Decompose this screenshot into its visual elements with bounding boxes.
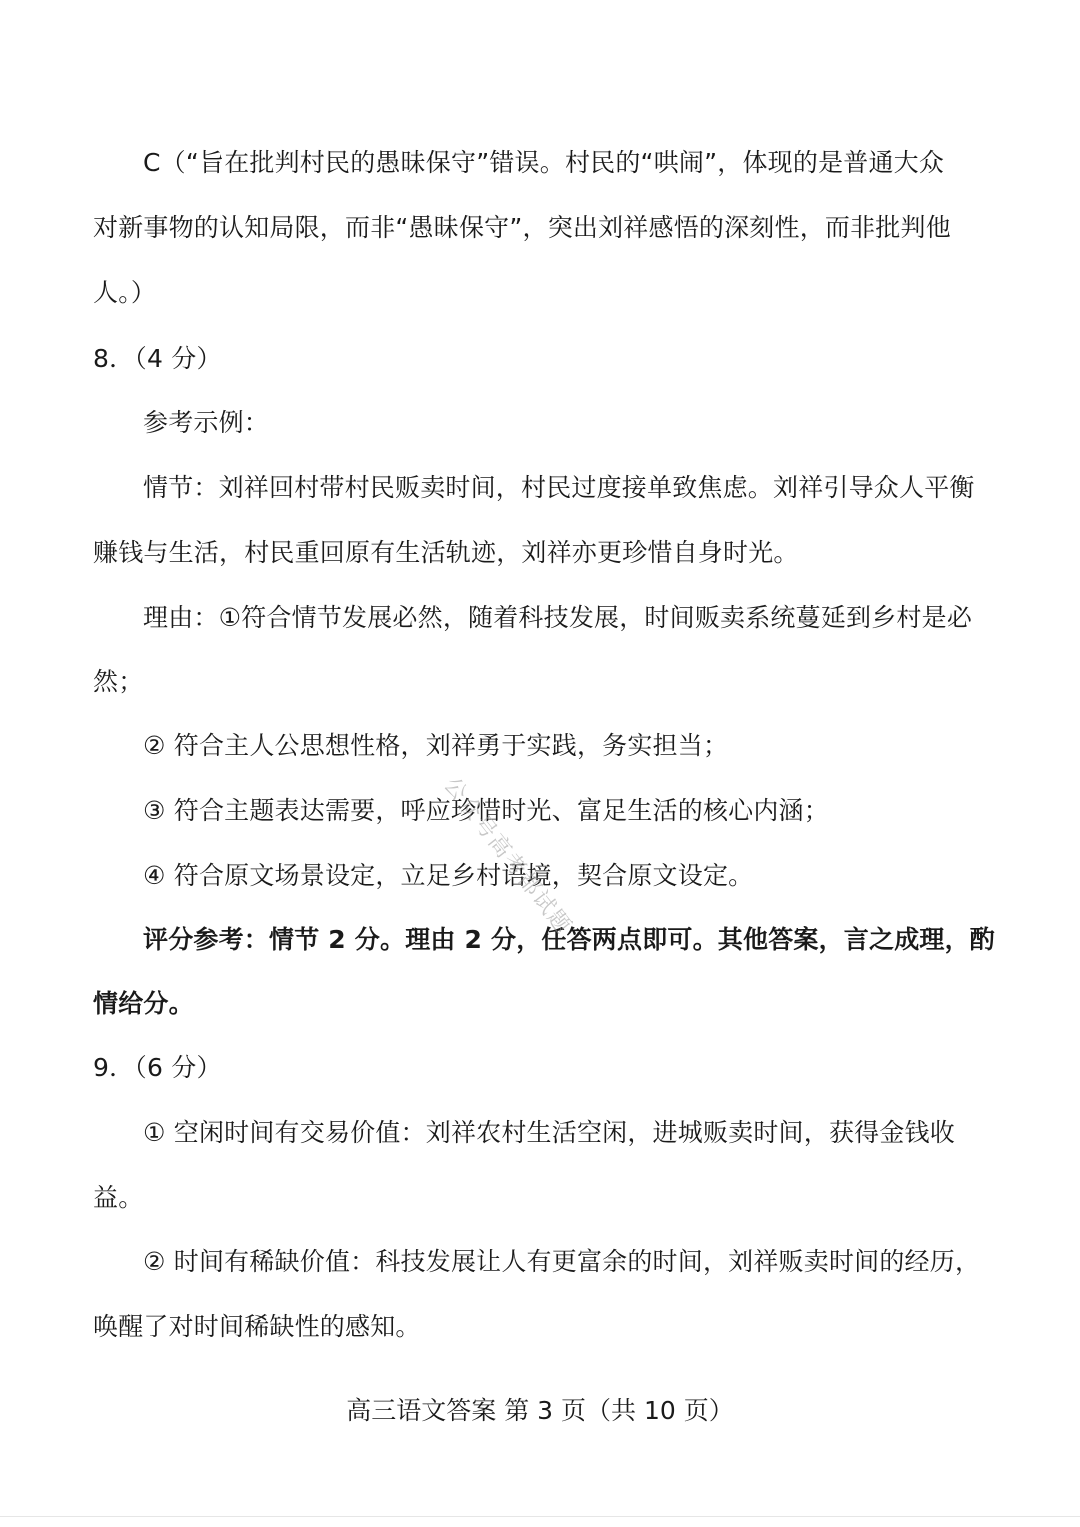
answer-c-line-2: 对新事物的认知局限，而非“愚昧保守”，突出刘祥感悟的深刻性，而非批判他 bbox=[93, 213, 951, 242]
answer-c-line-1: C（“旨在批判村民的愚昧保守”错误。村民的“哄闹”，体现的是普通大众 bbox=[143, 148, 945, 177]
watermark-text: 公众号高考都试题 bbox=[438, 773, 577, 940]
question-8-reason-2: ② 符合主人公思想性格，刘祥勇于实践，务实担当； bbox=[143, 731, 729, 760]
question-9-point-2-line-1: ② 时间有稀缺价值：科技发展让人有更富余的时间，刘祥贩卖时间的经历， bbox=[143, 1247, 981, 1276]
question-8-sample-label: 参考示例： bbox=[143, 408, 270, 437]
question-8-reason-line-2: 然； bbox=[93, 667, 144, 696]
question-8-scoring-line-2: 情给分。 bbox=[93, 989, 194, 1018]
question-8-reason-4: ④ 符合原文场景设定，立足乡村语境，契合原文设定。 bbox=[143, 861, 754, 890]
question-8-scoring-line-1: 评分参考：情节 2 分。理由 2 分，任答两点即可。其他答案，言之成理，酌 bbox=[143, 925, 996, 954]
question-8-plot-line-1: 情节：刘祥回村带村民贩卖时间，村民过度接单致焦虑。刘祥引导众人平衡 bbox=[143, 473, 975, 502]
page-bottom-edge bbox=[0, 1516, 1080, 1517]
question-9-point-1-line-2: 益。 bbox=[93, 1183, 144, 1212]
question-9-heading: 9．（6 分） bbox=[93, 1053, 222, 1082]
question-8-reason-line-1: 理由：①符合情节发展必然，随着科技发展，时间贩卖系统蔓延到乡村是必 bbox=[143, 603, 973, 632]
page-footer: 高三语文答案 第 3 页（共 10 页） bbox=[346, 1396, 734, 1425]
question-8-heading: 8．（4 分） bbox=[93, 344, 222, 373]
question-9-point-2-line-2: 唤醒了对时间稀缺性的感知。 bbox=[93, 1312, 421, 1341]
question-8-reason-3: ③ 符合主题表达需要，呼应珍惜时光、富足生活的核心内涵； bbox=[143, 796, 829, 825]
answer-c-line-3: 人。） bbox=[93, 278, 157, 307]
question-9-point-1-line-1: ① 空闲时间有交易价值：刘祥农村生活空闲，进城贩卖时间，获得金钱收 bbox=[143, 1118, 955, 1147]
question-8-plot-line-2: 赚钱与生活，村民重回原有生活轨迹，刘祥亦更珍惜自身时光。 bbox=[93, 538, 799, 567]
